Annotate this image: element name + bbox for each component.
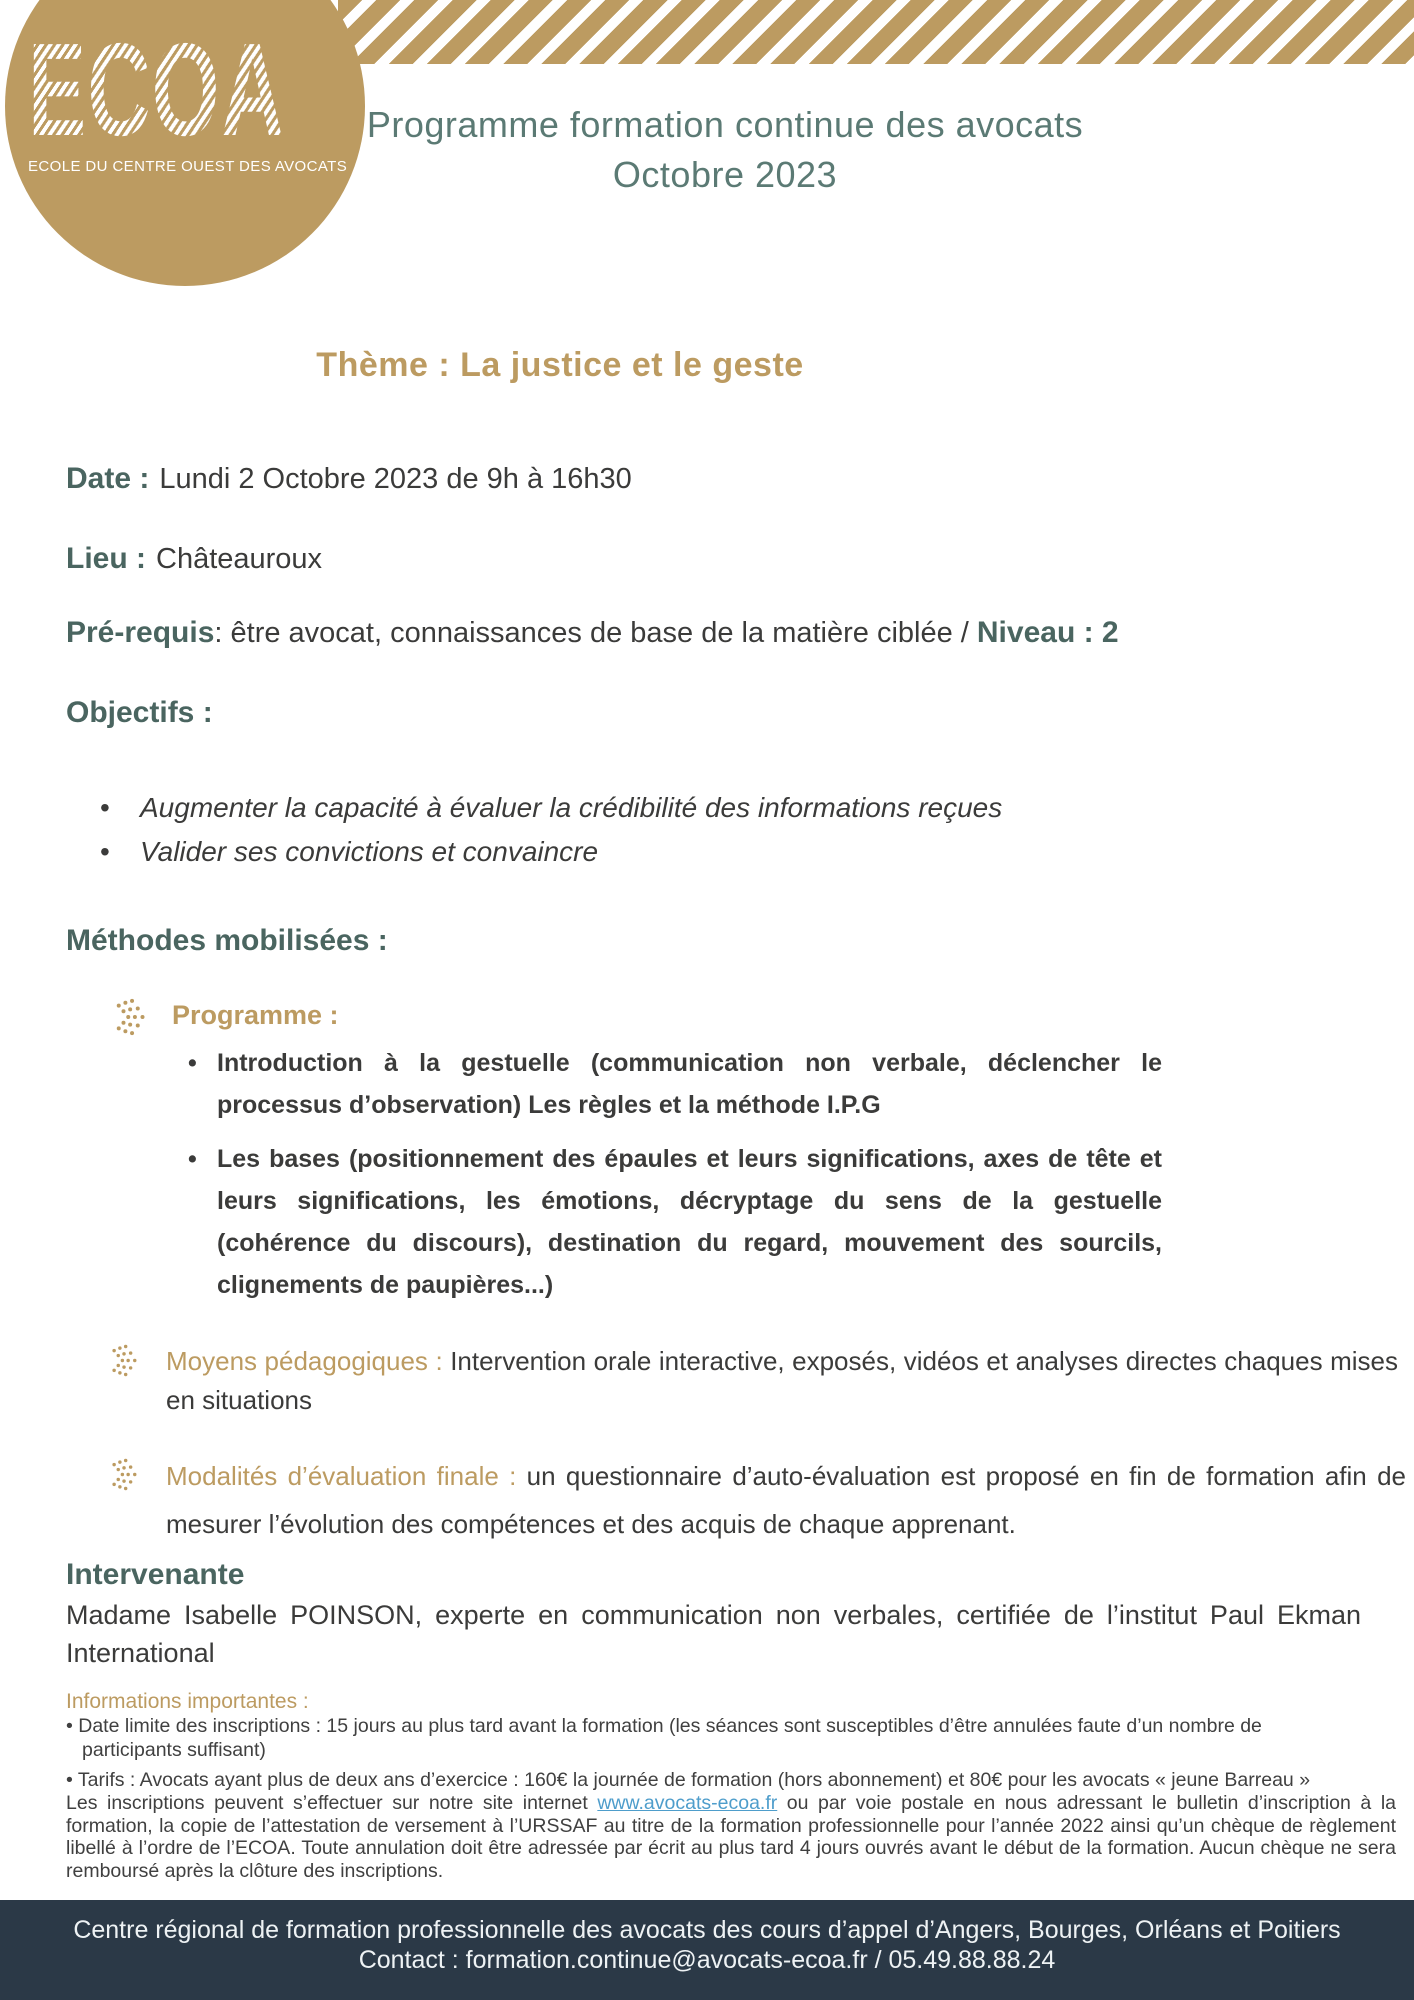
intervenante-text: Madame Isabelle POINSON, experte en communication non verbales, certifiée de l’institut Paul Ekman International <box>66 1600 1361 1668</box>
page-title <box>340 100 1110 199</box>
programme-heading: Programme : <box>172 1000 339 1030</box>
footer-bar <box>0 1900 1414 2000</box>
intervenante-heading: Intervenante <box>66 1558 245 1591</box>
inscription-text-before-link: Les inscriptions peuvent s’effectuer sur notre site internet <box>66 1792 598 1814</box>
page-title-line2: Octobre 2023 <box>612 153 838 195</box>
moyens-text: Intervention orale interactive, exposés, vidéos et analyses directes chaques mises en situations <box>166 1346 1398 1415</box>
date-label: Date : <box>66 462 150 495</box>
list-item <box>100 786 1160 830</box>
modalites-label: Modalités d’évaluation finale : <box>166 1461 527 1491</box>
info-bullet-tarifs: • Tarifs : Avocats ayant plus de deux ans d’exercice : 160€ la journée de formation (hors abonnement) et 80€ pour les avocats « jeune Barreau » <box>66 1768 1366 1792</box>
programme-item-text: Introduction à la gestuelle (communication non verbale, déclencher le processus d’observation) Les règles et la méthode I.P.G <box>217 1049 1162 1119</box>
programme-item-text: Les bases (positionnement des épaules et leurs significations, axes de tête et leurs significations, les émotions, décryptage du sens de la gestuelle (cohérence du discours), destination du regard, mouvement des sourcils, clignements de paupières...) <box>217 1145 1162 1299</box>
ecoa-logo-subtitle: ECOLE DU CENTRE OUEST DES AVOCATS <box>28 158 348 175</box>
page-title-line1: Programme formation continue des avocats <box>366 104 1084 145</box>
dotted-chevron-icon <box>114 998 152 1036</box>
list-item <box>100 830 1160 874</box>
lieu-label: Lieu : <box>66 542 146 575</box>
date-value: Lundi 2 Octobre 2023 de 9h à 16h30 <box>159 463 632 495</box>
modalites-text: un questionnaire d’auto-évaluation est proposé en fin de formation afin de mesurer l’évolution des compétences et des acquis de chaque apprenant. <box>166 1461 1406 1539</box>
objectifs-heading: Objectifs : <box>66 696 213 729</box>
modalites-evaluation-paragraph <box>166 1452 1406 1548</box>
infos-importantes-heading: Informations importantes : <box>66 1690 309 1713</box>
prerequis-label: Pré-requis <box>66 616 215 649</box>
date-row <box>66 462 632 496</box>
info-bullet-deadline: • Date limite des inscriptions : 15 jours au plus tard avant la formation (les séances sont susceptibles d’être annulées faute d’un nombre de participants suffisant) <box>66 1714 1366 1762</box>
moyens-label: Moyens pédagogiques : <box>166 1346 451 1376</box>
theme-heading: Thème : La justice et le geste <box>316 346 804 384</box>
dotted-chevron-icon <box>110 1458 143 1491</box>
niveau-badge: Niveau : 2 <box>976 616 1119 649</box>
website-link[interactable]: www.avocats-ecoa.fr <box>597 1792 778 1814</box>
methodes-heading: Méthodes mobilisées : <box>66 924 388 957</box>
lieu-value: Châteauroux <box>156 543 323 575</box>
diagonal-stripes-decoration <box>338 0 1414 64</box>
programme-list <box>186 1042 1162 1318</box>
objectif-text: Valider ses convictions et convaincre <box>140 836 599 867</box>
list-item <box>186 1042 1162 1126</box>
footer-line2: Contact : formation.continue@avocats-ecoa.fr / 05.49.88.88.24 <box>358 1946 1056 1974</box>
lieu-row <box>66 542 322 576</box>
objectif-text: Augmenter la capacité à évaluer la crédibilité des informations reçues <box>140 792 1003 823</box>
list-item <box>186 1138 1162 1306</box>
objectifs-list <box>100 786 1160 874</box>
inscription-text-after-link: ou par voie postale en nous adressant le bulletin d’inscription à la formation, la copie de l’attestation de versement à l’URSSAF au titre de la formation professionnelle pour l’année 2022 ainsi qu’un chèque de règlement libellé à l’ordre de l’ECOA. Toute annulation doit être adressée par écrit au plus tard 4 jours ouvrés avant le début de la formation. Aucun chèque ne sera remboursé après la clôture des inscriptions. <box>66 1792 1396 1882</box>
footer-line1: Centre régional de formation professionnelle des avocats des cours d’appel d’Angers, Bourges, Orléans et Poitiers <box>73 1916 1341 1944</box>
moyens-pedagogiques-paragraph <box>166 1342 1398 1420</box>
dotted-chevron-icon <box>110 1344 143 1377</box>
prerequis-value: : être avocat, connaissances de base de la matière ciblée / <box>214 617 977 649</box>
inscription-paragraph <box>66 1792 1396 1882</box>
ecoa-logo: ECOA <box>28 16 285 163</box>
prerequis-row <box>66 616 1119 650</box>
